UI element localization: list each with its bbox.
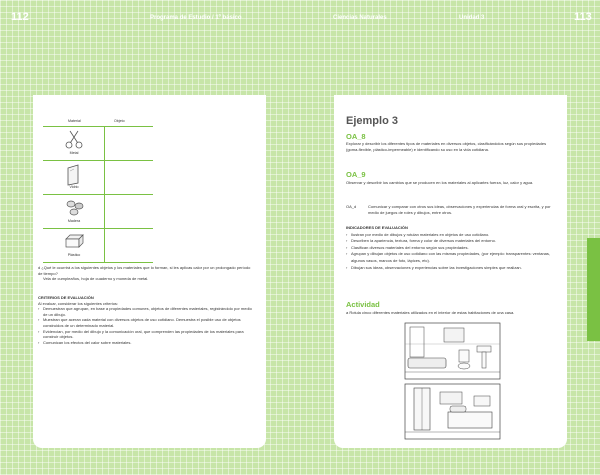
subject-title: Ciencias Naturales	[333, 15, 387, 21]
criteria-block	[38, 295, 256, 345]
list-item: › Clasifican diversos materiales del entorno según sus propiedades.	[346, 245, 558, 252]
unit-side-tab	[587, 238, 600, 341]
question-text: d ¿Qué le ocurrirá a los siguientes objetos y los materiales que lo forman, si les aplicas calor por un prolongado período de tiempo?	[38, 265, 251, 276]
oad-block	[346, 204, 558, 216]
example-title: Ejemplo 3	[346, 115, 398, 127]
program-title: Programa de Estudio / 1º básico	[150, 15, 242, 21]
question-block	[38, 265, 253, 282]
table-header	[43, 119, 153, 127]
list-item: › Ilustran por medio de dibujos y rotulan materiales en objetos de uso cotidiano.	[346, 232, 558, 239]
table-row	[43, 229, 153, 263]
indicators-title: INDICADORES DE EVALUACIÓN	[346, 225, 408, 230]
house-rooms-drawing	[404, 322, 501, 440]
table-row	[43, 195, 153, 229]
activity-text: a Rotula cinco diferentes materiales utilizados en el interior de estas habitaciones de una casa.	[346, 310, 515, 315]
indicators-list	[346, 232, 558, 272]
table-row	[43, 161, 153, 195]
oad-text: Comunicar y comparar con otros sus ideas, observaciones y experiencias de forma oral y escrita, y por medio de juegos de roles y dibujos, entre otros.	[368, 204, 551, 215]
oad-label: OA_d	[346, 204, 357, 209]
list-item: › Evidencian, por medio del dibujo y la comunicación oral, que comprenden las propiedades de los materiales para construir objetos.	[38, 329, 256, 340]
list-item: › Dibujan sus ideas, observaciones y experiencias sobre las investigaciones simples que realizan.	[346, 265, 558, 272]
table-row-label: Vidrio	[69, 185, 79, 189]
materials-table	[43, 119, 153, 263]
page-number-right: 113	[574, 11, 592, 23]
table-row	[43, 127, 153, 161]
list-item: › Comunican los efectos del calor sobre materiales.	[38, 340, 256, 346]
table-row-label: Metal	[69, 151, 79, 155]
oa9-label: OA_9	[346, 170, 366, 179]
oa8-text: Explorar y describir los diferentes tipos de materiales en diversos objetos, clasificándolos según sus propiedades (goma-flexible, plástico-impermeable) e identificando su uso en la vida cotidiana.	[346, 141, 547, 152]
wood-logs-icon	[64, 198, 86, 218]
page-number-left: 112	[11, 11, 29, 23]
table-row-label: Madera	[67, 219, 81, 223]
question-objects: Vela de cumpleaños, hoja de cuaderno y moneda de metal.	[43, 276, 149, 282]
criteria-intro: Al evaluar, considerar los siguientes criterios:	[38, 300, 119, 306]
left-page	[33, 95, 266, 448]
table-row-label: Plástico	[67, 253, 81, 257]
list-item: › Describen la apariencia, textura, forma y color de diversos materiales del entorno.	[346, 238, 558, 245]
list-item: › Agrupan y dibujan objetos de uso cotidiano con las mismas propiedades, (por ejemplo: transparentes: ventanas, algunos vasos, marcos de foto, lápices, etc).	[346, 251, 558, 264]
criteria-list	[38, 306, 256, 345]
column-header-material: Material	[68, 119, 81, 123]
column-header-objeto: Objeto	[114, 119, 125, 123]
unit-title: Unidad 3	[459, 15, 485, 21]
oa8-label: OA_8	[346, 132, 366, 141]
page-header	[0, 0, 600, 30]
right-page	[334, 95, 567, 448]
glass-pane-icon	[64, 164, 84, 186]
oa9-text: Observar y describir los cambios que se producen en los materiales al aplicarles fuerza, luz, calor y agua.	[346, 180, 534, 185]
list-item: › Muestran que aceran cada material con diversos objetos de uso cotidiano. Demuestra el posible uso de objetos construidos de un determinado material.	[38, 317, 256, 328]
scissors-icon	[64, 130, 84, 150]
activity-title: Actividad	[346, 300, 380, 309]
plastic-box-icon	[64, 232, 86, 250]
list-item: › Demuestran que agrupan, en base a propiedades comunes, objetos de diferentes materiales, registrándolo por medio de un dibujo.	[38, 306, 256, 317]
indicators-block	[346, 225, 558, 271]
criteria-title: CRITERIOS DE EVALUACIÓN	[38, 295, 94, 300]
